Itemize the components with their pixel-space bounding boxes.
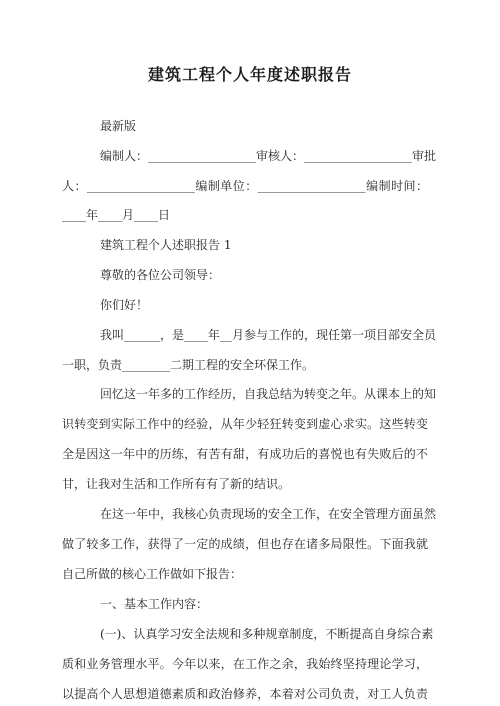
meta-line-unit-time: 人：__________________编制单位：__________________编制时间： — [62, 179, 428, 193]
paragraph-4-line-2: 质和业务管理水平。今年以来，在工作之余，我始终坚持理论学习， — [62, 657, 428, 671]
paragraph-2-line-3: 全是因这一年中的历练，有苦有甜，有成功后的喜悦也有失败后的不 — [62, 447, 428, 461]
meta-line-preparer: 编制人：__________________审核人：__________________审批 — [100, 149, 437, 163]
paragraph-3-line-1: 在这一年中，我核心负责现场的安全工作，在安全管理方面虽然 — [100, 507, 437, 521]
version-label: 最新版 — [100, 119, 137, 133]
meta-line-date: ____年____月____日 — [62, 208, 171, 222]
paragraph-2-line-4: 甘，让我对生活和工作所有有了新的结识。 — [62, 477, 291, 491]
greeting: 你们好！ — [100, 298, 149, 312]
paragraph-3-line-3: 自己所做的核心工作做如下报告： — [62, 567, 243, 581]
paragraph-4-line-1: (一)、认真学习安全法规和多种规章制度，不断提高自身综合素 — [100, 627, 434, 641]
paragraph-3-line-2: 做了较多工作，获得了一定的成绩，但也存在诸多局限性。下面我就 — [62, 537, 428, 551]
salutation: 尊敬的各位公司领导： — [100, 268, 221, 282]
paragraph-1-line-2: 一职，负责________二期工程的安全环保工作。 — [62, 358, 315, 372]
paragraph-2-line-2: 识转变到实际工作中的经验，从年少轻狂转变到虚心求实。这些转变 — [62, 417, 428, 431]
document-title: 建筑工程个人年度述职报告 — [147, 65, 352, 84]
paragraph-1-line-1: 我叫______，是____年__月参与工作的，现任第一项目部安全员 — [100, 328, 437, 342]
paragraph-4-line-3: 以提高个人思想道德素质和政治修养，本着对公司负责，对工人负责 — [62, 687, 428, 701]
section-heading-basic-work: 一、基本工作内容： — [100, 597, 209, 611]
report-title: 建筑工程个人述职报告 1 — [100, 238, 232, 252]
paragraph-2-line-1: 回忆这一年多的工作经历，自我总结为转变之年。从课本上的知 — [100, 387, 437, 401]
